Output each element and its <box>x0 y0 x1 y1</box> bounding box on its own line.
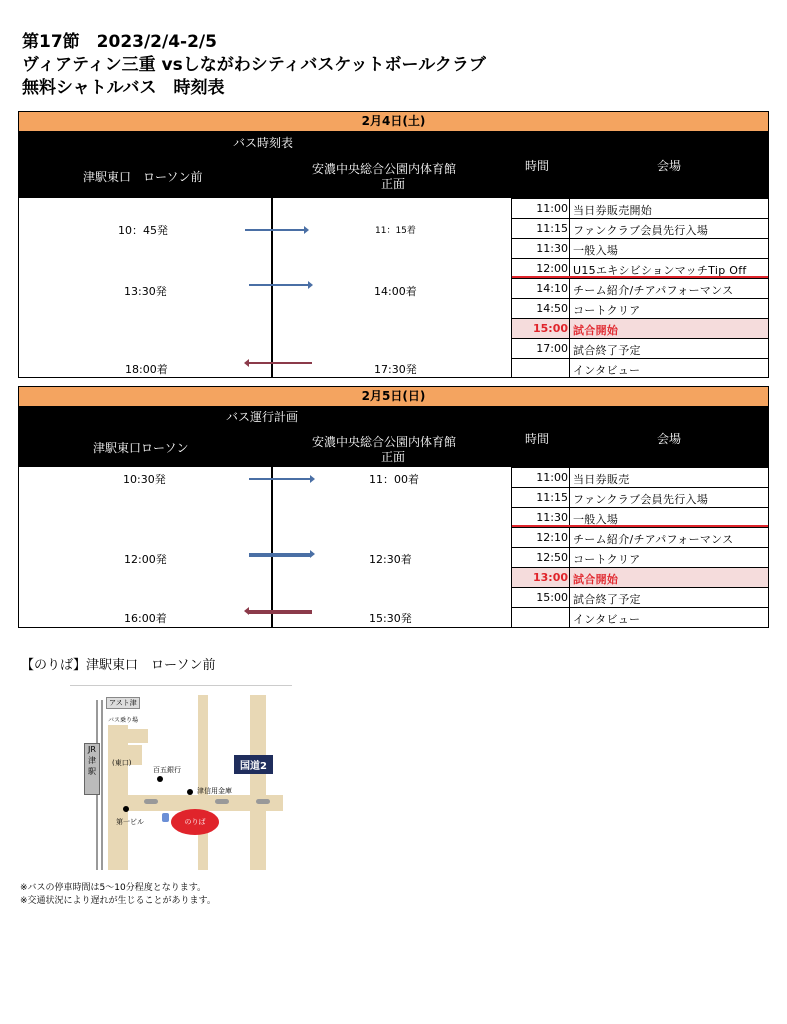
header-line2: ヴィアティン三重 vsしながわシティバスケットボールクラブ <box>22 55 486 75</box>
event-text: U15エキシビションマッチTip Off <box>573 264 747 277</box>
arrow-to-venue <box>249 478 311 480</box>
col-destination: 安濃中央総合公園内体育館 <box>312 162 457 176</box>
col-time: 時間 <box>525 432 550 446</box>
col-origin: 津駅東口 ローソン前 <box>83 170 203 184</box>
event-time: 11:30 <box>536 242 568 255</box>
east-exit-label: (東口) <box>112 759 132 767</box>
arrow-to-venue <box>249 553 311 557</box>
event-time: 15:00 <box>536 591 568 604</box>
event-time: 13:00 <box>532 571 568 584</box>
note-line: ※バスの停車時間は5～10分程度となります。 <box>20 883 207 893</box>
bus-departure: 13:30発 <box>124 285 167 298</box>
event-time: 14:10 <box>536 282 568 295</box>
col-venue: 会場 <box>657 159 682 173</box>
traffic-light-icon <box>215 799 229 804</box>
event-text: チーム紹介/チアパフォーマンス <box>573 284 734 297</box>
event-text: 当日券販売開始 <box>573 204 653 217</box>
event-row <box>512 467 768 487</box>
event-row <box>512 298 768 318</box>
event-text: ファンクラブ会員先行入場 <box>573 493 709 506</box>
event-text: 一般入場 <box>573 244 619 257</box>
header-line1: 第17節 2023/2/4-2/5 <box>22 32 217 52</box>
jr-station <box>84 743 100 795</box>
header-line3: 無料シャトルバス 時刻表 <box>22 78 225 98</box>
event-text: チーム紹介/チアパフォーマンス <box>573 533 734 546</box>
header-block <box>19 406 768 467</box>
arrow-to-venue <box>245 229 305 231</box>
event-time: 11:15 <box>536 491 568 504</box>
bus-departure: 15:30発 <box>369 612 412 625</box>
map-heading: 【のりば】津駅東口 ローソン前 <box>21 658 216 673</box>
col-destination: 安濃中央総合公園内体育館 <box>312 435 457 449</box>
event-row <box>512 607 768 627</box>
event-row-highlight <box>512 318 768 338</box>
event-text: 試合開始 <box>573 573 619 586</box>
event-row <box>512 258 768 278</box>
event-row <box>512 358 768 378</box>
route-sign: 国道2 <box>234 755 273 774</box>
header-block <box>19 131 768 198</box>
building-dot <box>123 806 129 812</box>
bus-arrival: 12:30着 <box>369 553 412 566</box>
col-venue: 会場 <box>657 432 682 446</box>
bus-departure: 10:30発 <box>123 473 166 486</box>
event-text: ファンクラブ会員先行入場 <box>573 224 709 237</box>
bus-departure: 10：45発 <box>118 224 168 237</box>
event-text: コートクリア <box>573 553 641 566</box>
bank-dot <box>157 776 163 782</box>
ast-building: アスト津 <box>106 697 140 709</box>
bank-dot <box>187 789 193 795</box>
event-text: 当日券販売 <box>573 473 630 486</box>
building-label: 第一ビル <box>116 818 144 826</box>
bus-divider <box>271 198 273 377</box>
bus-stop-icon <box>162 813 169 822</box>
event-text: コートクリア <box>573 304 641 317</box>
event-time: 15:00 <box>532 322 568 335</box>
jr-label: JR <box>88 745 96 754</box>
bank2-label: 津信用金庫 <box>197 787 232 795</box>
bus-table-title: バス時刻表 <box>233 136 294 150</box>
event-text: 試合開始 <box>573 324 619 337</box>
bus-arrival: 11：15着 <box>375 226 416 236</box>
event-time: 11:30 <box>536 511 568 524</box>
event-text: インタビュー <box>573 364 641 377</box>
event-row <box>512 238 768 258</box>
bus-table-title: バス運行計画 <box>226 410 299 424</box>
traffic-light-icon <box>256 799 270 804</box>
arrow-to-station <box>248 610 312 614</box>
traffic-light-icon <box>144 799 158 804</box>
event-row <box>512 338 768 358</box>
date-bar: 2月4日(土) <box>19 112 768 132</box>
event-row <box>512 487 768 507</box>
bank1-label: 百五銀行 <box>153 766 181 774</box>
bus-arrival: 11：00着 <box>369 473 419 486</box>
bus-arrival: 18:00着 <box>125 363 168 376</box>
event-row <box>512 547 768 567</box>
noriba-marker: のりば <box>171 809 219 835</box>
event-list <box>511 198 768 377</box>
col-destination-sub: 正面 <box>381 177 406 191</box>
event-text: インタビュー <box>573 613 641 626</box>
bus-departure: 12:00発 <box>124 553 167 566</box>
event-time: 12:10 <box>536 531 568 544</box>
railway <box>101 700 103 870</box>
schedule-day2 <box>18 386 769 628</box>
event-row <box>512 198 768 218</box>
event-row <box>512 527 768 547</box>
road <box>198 695 208 870</box>
event-text: 試合終了予定 <box>573 593 641 606</box>
event-time: 12:50 <box>536 551 568 564</box>
access-map <box>70 685 292 870</box>
jr-label: 駅 <box>88 767 96 776</box>
bus-arrival: 16:00着 <box>124 612 167 625</box>
jr-label: 津 <box>88 756 96 765</box>
event-time: 17:00 <box>536 342 568 355</box>
road <box>128 729 148 743</box>
bus-area <box>19 198 511 377</box>
event-row <box>512 218 768 238</box>
event-row <box>512 587 768 607</box>
event-row-highlight <box>512 567 768 587</box>
event-row <box>512 507 768 527</box>
bus-divider <box>271 467 273 627</box>
event-time: 11:00 <box>536 202 568 215</box>
event-text: 一般入場 <box>573 513 619 526</box>
col-destination-sub: 正面 <box>381 450 406 464</box>
event-list <box>511 467 768 627</box>
event-row <box>512 278 768 298</box>
bus-departure: 17:30発 <box>374 363 417 376</box>
col-time: 時間 <box>525 159 550 173</box>
event-time: 12:00 <box>536 262 568 275</box>
event-text: 試合終了予定 <box>573 344 641 357</box>
arrow-to-venue <box>249 284 309 286</box>
arrow-to-station <box>248 362 312 364</box>
event-time: 11:00 <box>536 471 568 484</box>
note-line: ※交通状況により遅れが生じることがあります。 <box>20 896 216 906</box>
bus-area <box>19 467 511 627</box>
schedule-day1 <box>18 111 769 378</box>
date-bar: 2月5日(日) <box>19 387 768 407</box>
event-time: 11:15 <box>536 222 568 235</box>
col-origin: 津駅東口ローソン <box>93 441 189 455</box>
event-time: 14:50 <box>536 302 568 315</box>
bus-arrival: 14:00着 <box>374 285 417 298</box>
road <box>250 695 266 870</box>
bus-stop-label: バス乗り場 <box>108 717 139 724</box>
